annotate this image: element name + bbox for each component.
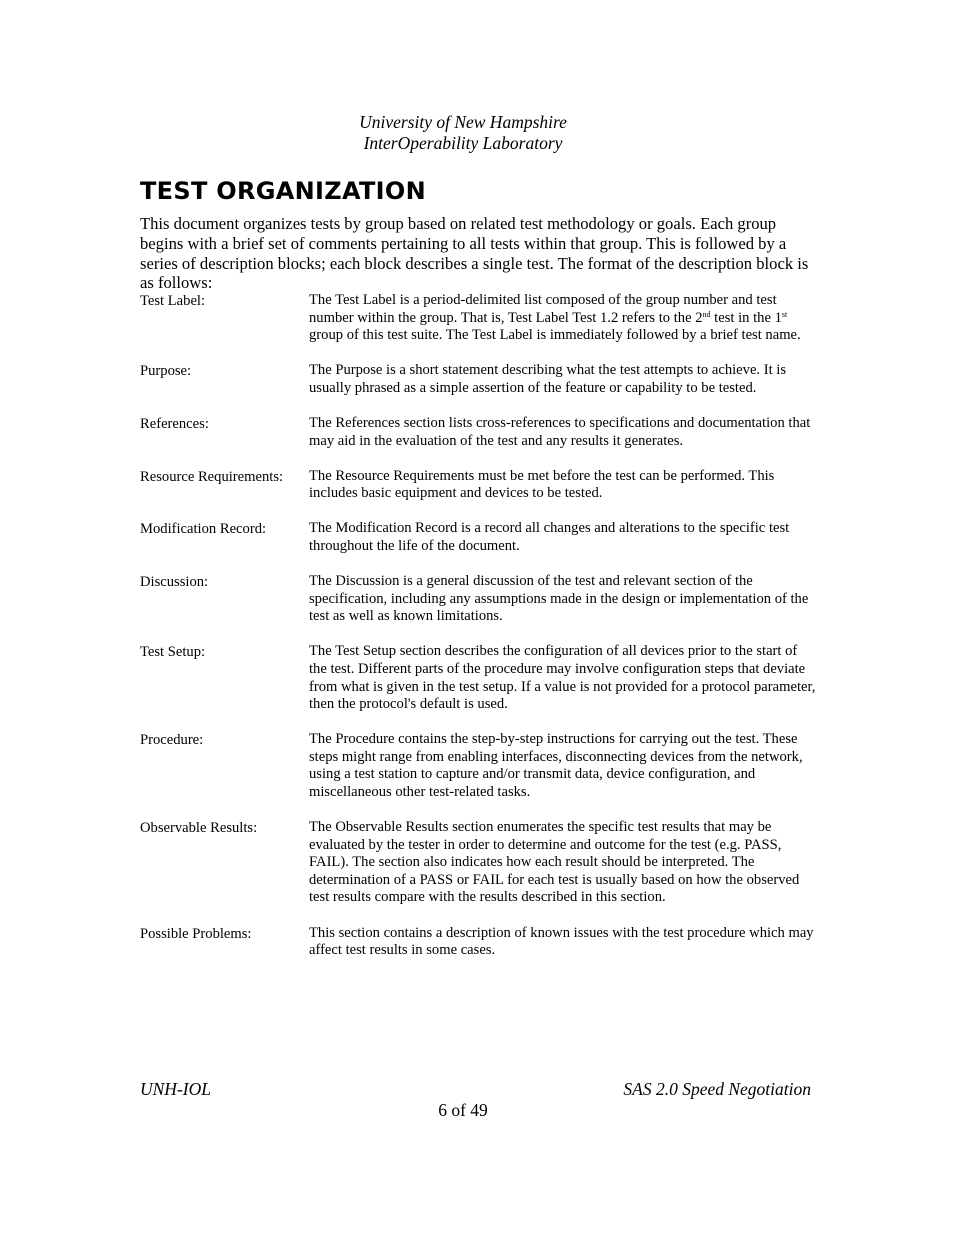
- definition-purpose: [140, 362, 820, 397]
- definition-text: This section contains a description of known issues with the test procedure which may affect test results in some cases.: [309, 924, 814, 959]
- definition-label: Procedure:: [140, 732, 204, 749]
- definition-label: Test Label:: [140, 293, 206, 309]
- definition-test-label: [140, 292, 820, 345]
- definition-text: The Discussion is a general discussion of the test and relevant section of the specification, including any assumptions made in the design or implementation of the test as well as known limitations.: [309, 573, 809, 625]
- definition-text: The Modification Record is a record all changes and alterations to the specific test throughout the life of the document.: [309, 520, 790, 554]
- definition-text-part: The Test Label is a period-delimited list composed of the group number and test number within the group. That is, Test Label Test 1.2 refers to the 2: [309, 292, 777, 326]
- footer-document-title: SAS 2.0 Speed Negotiation: [623, 1079, 811, 1099]
- definition-label: References:: [140, 415, 209, 432]
- page-header: [0, 112, 926, 154]
- definition-references: [140, 415, 820, 450]
- header-laboratory: InterOperability Laboratory: [363, 133, 563, 153]
- definition-text: [309, 292, 817, 345]
- definition-text-part: test in the 1: [710, 309, 782, 326]
- superscript-nd: nd: [702, 309, 711, 319]
- section-title: TEST ORGANIZATION: [140, 177, 426, 205]
- definition-discussion: [140, 573, 820, 626]
- definition-test-setup: [140, 643, 820, 713]
- intro-paragraph: This document organizes tests by group based on related test methodology or goals. Each group begins with a brief set of comments pertaining to all tests within that group. This is followed by a series of description blocks; each block describes a single test. The format of the description block is as follows:: [140, 214, 809, 293]
- definition-text: The Observable Results section enumerates the specific test results that may be evaluated by the tester in order to determine and outcome for the test (e.g. PASS, FAIL). The section also indicates how each result should be interpreted. The determination of a PASS or FAIL for each test is usually based on how the observed test results compare with the results described in this section.: [309, 819, 800, 906]
- definition-procedure: [140, 731, 820, 801]
- definition-possible-problems: [140, 925, 820, 960]
- definition-text: The Resource Requirements must be met before the test can be performed. This includes basic equipment and devices to be tested.: [309, 467, 775, 502]
- definition-label: Possible Problems:: [140, 925, 252, 942]
- definition-label: Purpose:: [140, 363, 192, 380]
- definition-label: Test Setup:: [140, 644, 206, 661]
- definition-text: The Purpose is a short statement describing what the test attempts to achieve. It is usually phrased as a simple assertion of the feature or capability to be tested.: [309, 362, 787, 396]
- definition-list: [140, 292, 820, 977]
- definition-text: The Test Setup section describes the configuration of all devices prior to the start of the test. Different parts of the procedure may involve configuration steps that deviate from what is given in the test setup. If a value is not provided for a protocol parameter, then the protocol's default is used.: [309, 643, 816, 713]
- definition-text-part: group of this test suite. The Test Label is immediately followed by a brief test name.: [309, 327, 801, 344]
- definition-text: The Procedure contains the step-by-step instructions for carrying out the test. These steps might range from enabling interfaces, disconnecting devices from the network, using a test station to capture and/or transmit data, device configuration, and miscellaneous other test-related tasks.: [309, 731, 803, 800]
- definition-label: Observable Results:: [140, 820, 258, 837]
- footer-organization: UNH-IOL: [140, 1079, 211, 1099]
- definition-modification-record: [140, 520, 820, 555]
- definition-resource-requirements: [140, 468, 820, 503]
- definition-label: Resource Requirements:: [140, 468, 284, 485]
- page-number: 6 of 49: [438, 1100, 488, 1120]
- definition-observable-results: [140, 819, 820, 907]
- superscript-st: st: [781, 309, 788, 319]
- header-university: University of New Hampshire: [359, 112, 567, 132]
- definition-label: Discussion:: [140, 574, 209, 591]
- definition-text: The References section lists cross-references to specifications and documentation that may aid in the evaluation of the test and any results it generates.: [309, 414, 811, 449]
- definition-label: Modification Record:: [140, 521, 267, 538]
